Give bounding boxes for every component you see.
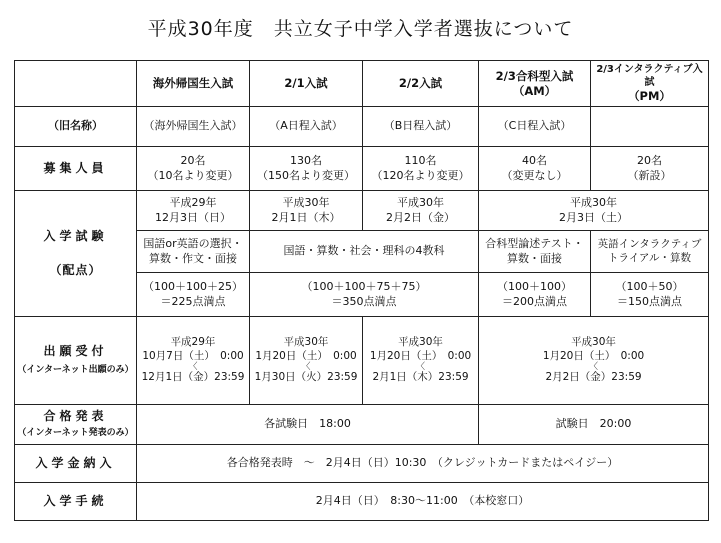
old-name-feb3-am: （C日程入試）	[479, 107, 591, 147]
fee-value: 各合格発表時 ～ 2月4日（日）10:30 （クレジットカードまたはペイジー）	[137, 445, 709, 483]
exam-points-overseas: （100＋100＋25） ＝225点満点	[137, 273, 250, 317]
capacity-overseas: 20名 （10名より変更）	[137, 147, 250, 191]
old-name-feb1: （A日程入試）	[250, 107, 363, 147]
exam-label: 入学試験 （配点）	[15, 191, 137, 317]
procedure-label: 入学手続	[15, 483, 137, 521]
corner-cell	[15, 61, 137, 107]
old-name-feb3-pm	[591, 107, 709, 147]
exam-date-feb1: 平成30年 2月1日（木）	[250, 191, 363, 231]
exam-points-feb3-pm: （100＋50） ＝150点満点	[591, 273, 709, 317]
header-overseas: 海外帰国生入試	[137, 61, 250, 107]
exam-subject-feb3-am: 合科型論述テスト・ 算数・面接	[479, 231, 591, 273]
application-row	[15, 317, 709, 405]
application-overseas: 平成29年 10月7日（土） 0:00 〈 12月1日（金）23:59	[137, 317, 250, 405]
exam-subject-feb3-pm: 英語インタラクティブ トライアル・算数	[591, 231, 709, 273]
header-feb2: 2/2入試	[363, 61, 479, 107]
old-name-row	[15, 107, 709, 147]
exam-date-feb2: 平成30年 2月2日（金）	[363, 191, 479, 231]
application-feb3: 平成30年 1月20日（土） 0:00 〈 2月2日（金）23:59	[479, 317, 709, 405]
header-feb1: 2/1入試	[250, 61, 363, 107]
header-feb3-pm: 2/3インタラクティブ入試 （PM）	[591, 61, 709, 107]
header-feb3-am: 2/3合科型入試 （AM）	[479, 61, 591, 107]
fee-row	[15, 445, 709, 483]
old-name-label: （旧名称）	[15, 107, 137, 147]
capacity-feb3-am: 40名 （変更なし）	[479, 147, 591, 191]
results-feb3: 試験日 20:00	[479, 405, 709, 445]
application-feb2: 平成30年 1月20日（土） 0:00 〈 2月1日（木）23:59	[363, 317, 479, 405]
exam-date-overseas: 平成29年 12月3日（日）	[137, 191, 250, 231]
fee-label: 入学金納入	[15, 445, 137, 483]
admission-table	[14, 60, 709, 521]
capacity-label: 募集人員	[15, 147, 137, 191]
capacity-feb1: 130名 （150名より変更）	[250, 147, 363, 191]
results-label: 合格発表 （インターネット発表のみ）	[15, 405, 137, 445]
results-feb1-2: 各試験日 18:00	[137, 405, 479, 445]
exam-points-feb1-2: （100＋100＋75＋75） ＝350点満点	[250, 273, 479, 317]
exam-subject-overseas: 国語or英語の選択・ 算数・作文・面接	[137, 231, 250, 273]
results-row	[15, 405, 709, 445]
page-title: 平成30年度 共立女子中学入学者選抜について	[147, 18, 574, 40]
exam-points-feb3-am: （100＋100） ＝200点満点	[479, 273, 591, 317]
capacity-feb3-pm: 20名 （新設）	[591, 147, 709, 191]
procedure-row	[15, 483, 709, 521]
exam-date-row	[15, 191, 709, 231]
procedure-value: 2月4日（日） 8:30～11:00 （本校窓口）	[137, 483, 709, 521]
application-label: 出願受付 （インターネット出願のみ）	[15, 317, 137, 405]
old-name-feb2: （B日程入試）	[363, 107, 479, 147]
capacity-feb2: 110名 （120名より変更）	[363, 147, 479, 191]
application-feb1: 平成30年 1月20日（土） 0:00 〈 1月30日（火）23:59	[250, 317, 363, 405]
header-row	[15, 61, 709, 107]
old-name-overseas: （海外帰国生入試）	[137, 107, 250, 147]
capacity-row	[15, 147, 709, 191]
exam-date-feb3: 平成30年 2月3日（土）	[479, 191, 709, 231]
exam-subject-feb1-2: 国語・算数・社会・理科の4教科	[250, 231, 479, 273]
